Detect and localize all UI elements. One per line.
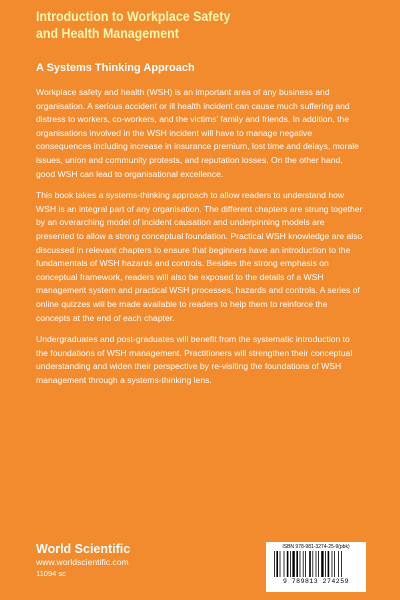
isbn-label: ISBN 978-981-3274-25-9(pbk) [282,544,350,550]
blurb-paragraph-3: Undergraduates and post-graduates will benefit from the systematic introduction to the foundations of WSH management. Practitioners will strengthen their conceptual understanding and widen their perspective by re-visiting the foundations of WSH management through a systems-thinking lens. [36,334,353,385]
blurb-paragraph-2: This book takes a systems-thinking approach to allow readers to understand how WSH is an integral part of any organisation. The different chapters are strung together by an overarching model of incident causation and underpinning models are presented to allow a strong conceptual foundation. Practical WSH knowledge are also discussed in relevant chapters to ensure that beginners have an introduction to the fundamentals of WSH hazards and controls. Besides the strong emphasis on conceptual framework, readers will also be exposed to the details of a WSH management system and practical WSH processes, hazards and controls. A series of online quizzes will be made available to readers to help them to reinforce the concepts at the end of each chapter. [36,190,363,323]
blurb-paragraph-1: Workplace safety and health (WSH) is an important area of any business and organisation. A serious accident or ill health incident can cause much suffering and distress to workers, co-workers, and the victims' family and friends. In addition, the organisations involved in the WSH incident will have to manage negative consequences including increase in insurance premium, lost time and delays, morale issues, union and community protests, and reputation losses. On the other hand, good WSH can lead to organisational excellence. [36,87,359,179]
book-title [36,8,349,42]
publisher-code: 11094 sc [36,569,66,578]
barcode-digits: 9 789813 274259 [282,578,349,585]
publisher-url: www.worldscientific.com [36,557,129,567]
barcode-block [266,542,366,592]
book-title-line-2: and Health Management [36,26,179,41]
book-title-line-1: Introduction to Workplace Safety [36,9,231,24]
barcode-icon [272,551,360,577]
book-subtitle: A Systems Thinking Approach [36,62,195,74]
publisher-info [36,542,130,579]
publisher-name: World Scientific [36,542,131,556]
blurb-text [36,86,364,395]
